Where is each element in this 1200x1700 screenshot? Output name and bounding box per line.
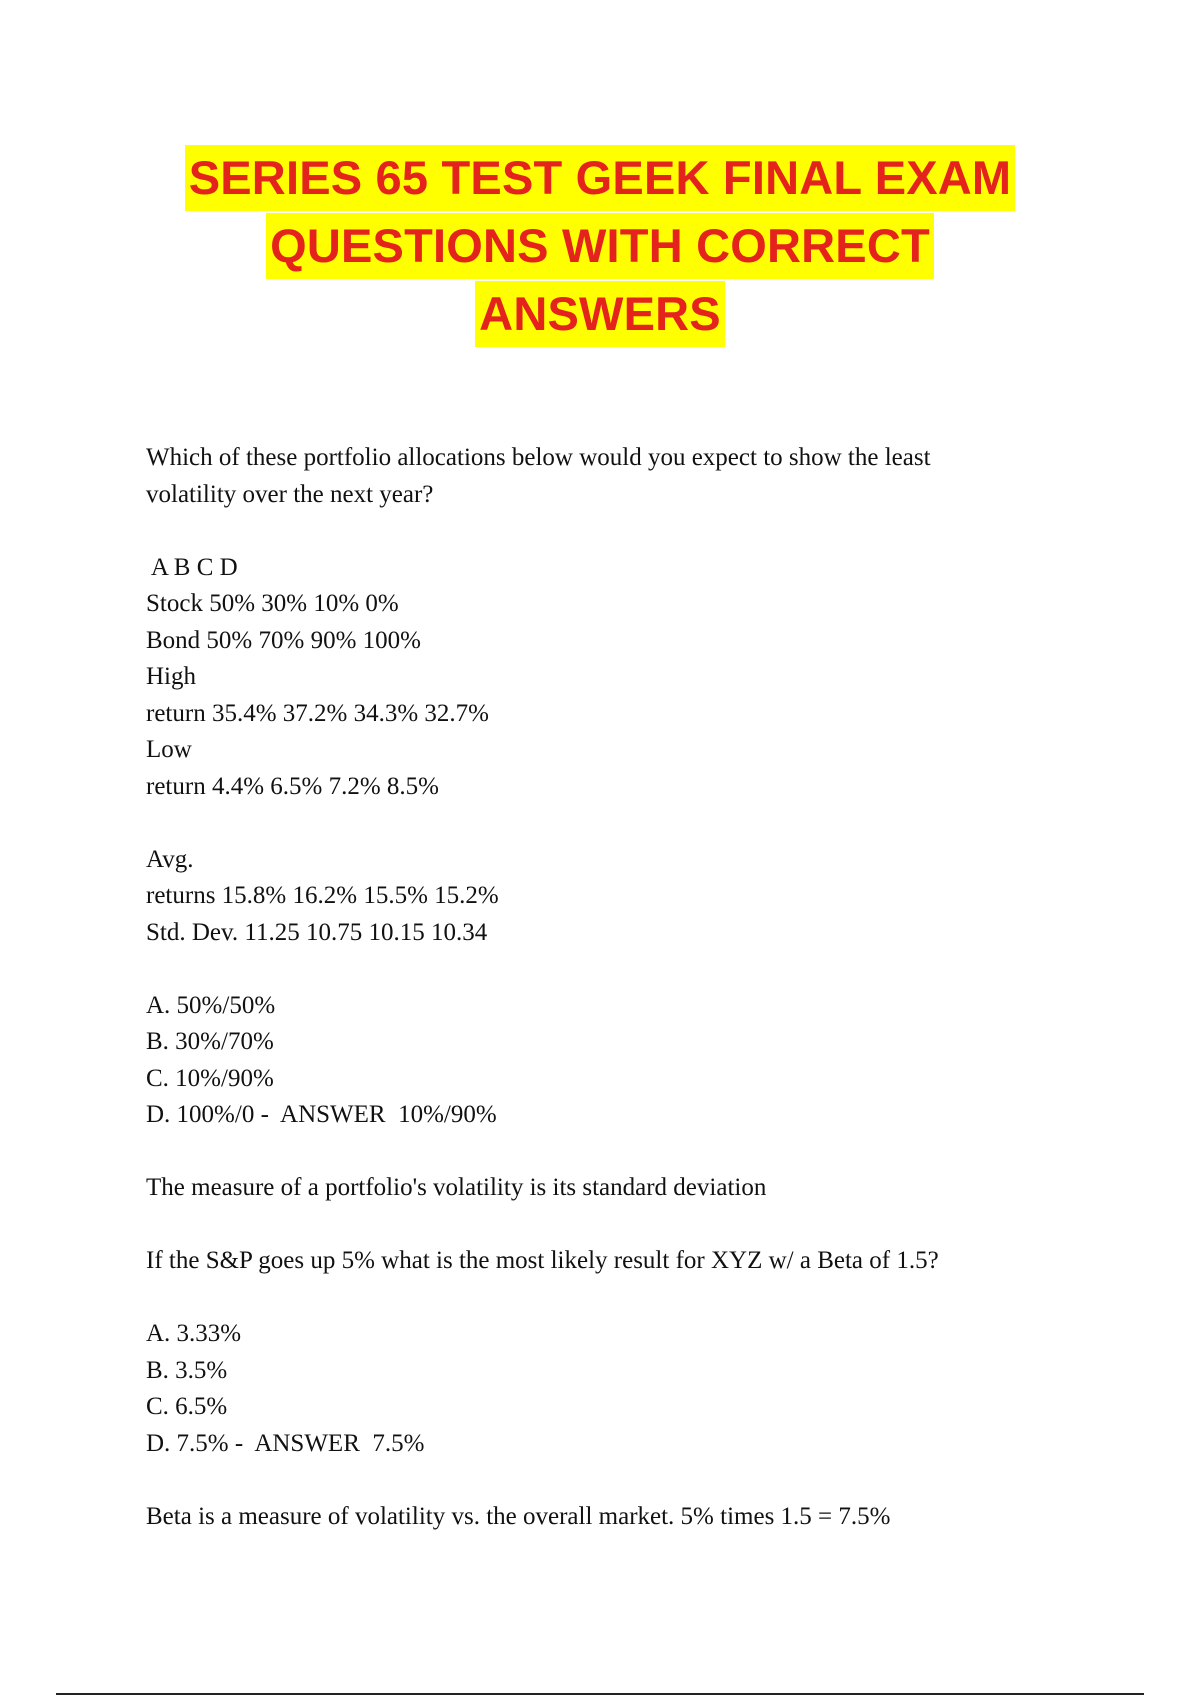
allocation-row-bond: Bond 50% 70% 90% 100% <box>146 626 421 654</box>
allocation-row-std-dev: Std. Dev. 11.25 10.75 10.15 10.34 <box>146 918 488 946</box>
question-2-option-a: A. 3.33% <box>146 1320 242 1347</box>
question-1-option-a: A. 50%/50% <box>146 991 276 1019</box>
question-1-option-b: B. 30%/70% <box>146 1028 274 1055</box>
document-body <box>146 440 1066 1535</box>
question-1-option-d-answer: D. 100%/0 - ANSWER 10%/90% <box>146 1101 497 1128</box>
question-2-option-d-answer: D. 7.5% - ANSWER 7.5% <box>146 1429 425 1457</box>
title-line-2: QUESTIONS WITH CORRECT <box>266 213 934 279</box>
title-line-1: SERIES 65 TEST GEEK FINAL EXAM <box>185 145 1016 211</box>
allocation-row-high-return: return 35.4% 37.2% 34.3% 32.7% <box>146 699 489 727</box>
question-2-text: If the S&P goes up 5% what is the most likely result for XYZ w/ a Beta of 1.5? <box>146 1247 939 1274</box>
allocation-row-avg-label: Avg. <box>146 845 194 873</box>
question-2-option-b: B. 3.5% <box>146 1356 228 1384</box>
document-title <box>0 145 1200 349</box>
title-line-3: ANSWERS <box>475 281 725 347</box>
allocation-row-low-label: Low <box>146 736 192 763</box>
allocation-row-high-label: High <box>146 663 196 690</box>
footer-divider <box>56 1693 1144 1695</box>
question-1-explanation: The measure of a portfolio's volatility is its standard deviation <box>146 1174 767 1201</box>
question-2-option-c: C. 6.5% <box>146 1393 228 1420</box>
allocation-row-low-return: return 4.4% 6.5% 7.2% 8.5% <box>146 772 439 800</box>
question-2-explanation: Beta is a measure of volatility vs. the overall market. 5% times 1.5 = 7.5% <box>146 1502 891 1530</box>
question-1-option-c: C. 10%/90% <box>146 1064 274 1092</box>
allocation-row-avg-returns: returns 15.8% 16.2% 15.5% 15.2% <box>146 882 499 909</box>
allocation-table-header: A B C D <box>146 553 238 581</box>
allocation-row-stock: Stock 50% 30% 10% 0% <box>146 590 399 617</box>
question-1-text-line-1: Which of these portfolio allocations below would you expect to show the least <box>146 444 931 471</box>
question-1-text-line-2: volatility over the next year? <box>146 480 434 508</box>
